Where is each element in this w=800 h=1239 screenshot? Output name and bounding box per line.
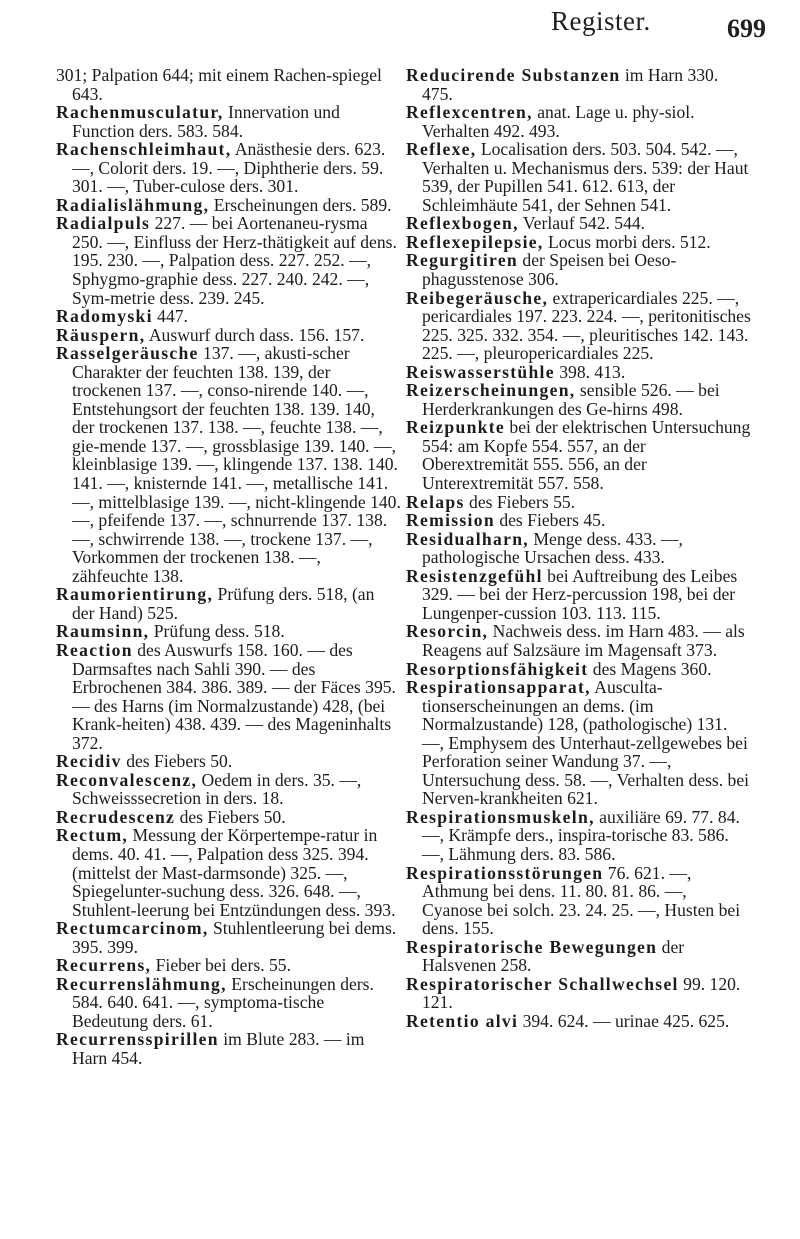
index-entry <box>56 826 401 919</box>
index-entry <box>56 808 401 827</box>
index-term: Raumorientirung, <box>56 584 214 605</box>
index-term: Recurrenslähmung, <box>56 973 227 994</box>
index-entry <box>406 140 751 214</box>
index-entry <box>56 771 401 808</box>
index-term: Recurrensspirillen <box>56 1029 219 1050</box>
index-term: Rachenmusculatur, <box>56 102 224 123</box>
index-entry <box>406 418 751 492</box>
index-entry <box>56 214 401 307</box>
index-term: Respirationsstörungen <box>406 862 604 883</box>
index-entry <box>56 344 401 585</box>
index-entry <box>56 66 401 103</box>
index-term: Reaction <box>56 639 133 660</box>
index-term: Respirationsapparat, <box>406 677 591 698</box>
index-references: des Fiebers 50. <box>175 806 286 827</box>
index-references: des Fiebers 55. <box>464 491 576 512</box>
index-references: Erscheinungen ders. 589. <box>209 194 392 215</box>
index-term: Reflexbogen, <box>406 213 519 234</box>
index-references: Stuhlentleerung bei dems. 395. 399. <box>72 918 397 957</box>
index-entry <box>406 622 751 659</box>
index-term: Reibegeräusche, <box>406 287 549 308</box>
index-entry <box>406 251 751 288</box>
index-entry <box>406 567 751 623</box>
index-term: Reflexe, <box>406 139 477 160</box>
index-entry <box>406 511 751 530</box>
index-term: Radomyski <box>56 306 153 327</box>
index-references: im Blute 283. — im Harn 454. <box>72 1029 365 1068</box>
index-references: Auswurf durch dass. 156. 157. <box>145 324 365 345</box>
index-entry <box>56 103 401 140</box>
index-term: Reconvalescenz, <box>56 769 198 790</box>
index-term: Reflexcentren, <box>406 102 533 123</box>
index-term: Radialislähmung, <box>56 194 210 215</box>
index-term: Respiratorische Bewegungen <box>406 936 658 957</box>
index-entry <box>406 975 751 1012</box>
index-references: des Auswurfs 158. 160. — des Darmsaftes nach Sahli 390. — des Erbrochenen 384. 386. 389. — der Fäces 395. — des Harns (im Normalzustande) 428, (bei Krank-heiten) 438. 439. — des Mageninhalts 372. <box>72 639 396 753</box>
index-term: Retentio alvi <box>406 1010 519 1031</box>
index-references: 398. 413. <box>554 361 626 382</box>
index-references: auxiliäre 69. 77. 84. —, Krämpfe ders., inspira-torische 83. 586. —, Lähmung ders. 83. 586. <box>422 806 740 864</box>
index-term: Reducirende Substanzen <box>406 65 621 85</box>
index-term: Rectumcarcinom, <box>56 918 209 939</box>
index-entry <box>56 196 401 215</box>
index-references: Oedem in ders. 35. —, Schweisssecretion in ders. 18. <box>72 769 362 809</box>
index-term: Radialpuls <box>56 213 151 234</box>
index-references: 394. 624. — urinae 425. 625. <box>518 1010 730 1031</box>
index-entry <box>56 622 401 641</box>
index-references: 99. 120. 121. <box>422 973 741 1013</box>
index-references: Nachweis dess. im Harn 483. — als Reagens auf Salzsäure im Magensaft 373. <box>422 621 745 660</box>
index-entry <box>406 214 751 233</box>
index-term: Relaps <box>406 491 465 512</box>
index-references: 447. <box>152 306 188 327</box>
index-term: Residualharn, <box>406 528 529 549</box>
index-entry <box>406 103 751 140</box>
index-references: Messung der Körpertempe-ratur in dems. 40. 41. —, Palpation dess 325. 394. (mittelst der Mast-darmsonde) 325. —, Spiegelunter-suchung dess. 326. 648. —, Stuhlent-leerung bei Entzündungen dess. 393. <box>72 825 396 920</box>
index-references: im Harn 330. 475. <box>422 65 719 104</box>
index-term: Rachenschleimhaut, <box>56 139 232 160</box>
index-entry <box>406 938 751 975</box>
index-references: 76. 621. —, Athmung bei dens. 11. 80. 81. 86. —, Cyanose bei solch. 23. 24. 25. —, Husten bei dens. 155. <box>422 862 741 939</box>
index-term: Rasselgeräusche <box>56 343 199 364</box>
index-references: Verlauf 542. 544. <box>518 213 646 234</box>
index-references: bei Auftreibung des Leibes 329. — bei der Herz-percussion 198, bei der Lungenper-cussion 103. 113. 115. <box>422 565 738 623</box>
index-term: Rectum, <box>56 825 129 846</box>
index-term: Regurgitiren <box>406 250 519 271</box>
index-term: Remission <box>406 510 495 531</box>
index-references: Ausculta-tionserscheinungen an dems. (im Normalzustande) 128, (pathologische) 131. —, Emphysem des Unterhaut-zellgewebes bei Perforation seiner Wandung 37. —, Untersuchung dess. 58. —, Verhalten dess. bei Nerven-krankheiten 621. <box>422 677 750 809</box>
index-term: Reizerscheinungen, <box>406 380 576 401</box>
index-entry <box>406 530 751 567</box>
index-entry <box>56 956 401 975</box>
page-header <box>0 2 800 50</box>
index-references: des Fiebers 45. <box>494 510 606 531</box>
index-references: 137. —, akusti-scher Charakter der feuchten 138. 139, der trockenen 137. —, conso-nirende 140. —, Entstehungsort der feuchten 138. 139. 140, der trockenen 137. 138. —, feuchte 138. —, gie-mende 137. —, grossblasige 139. 140. —, kleinblasige 139. —, klingende 137. 138. 140. 141. —, knisternde 141. —, metallische 141. —, mittelblasige 139. —, nicht-klingende 140. —, pfeifende 137. —, schnurrende 137. 138. —, schwirrende 138. —, trockene 137. —, Vorkommen der trockenen 138. —, zähfeuchte 138. <box>72 343 401 586</box>
index-entry <box>56 585 401 622</box>
index-references: Erscheinungen ders. 584. 640. 641. —, symptoma-tische Bedeutung ders. 61. <box>72 973 374 1031</box>
index-references: 227. — bei Aortenaneu-rysma 250. —, Einfluss der Herz-thätigkeit auf dens. 195. 230. —, Palpation dess. 227. 252. —, Sphygmo-graphie dess. 227. 240. 242. —, Sym-metrie dess. 239. 245. <box>72 213 397 308</box>
index-references: Prüfung ders. 518, (an der Hand) 525. <box>72 584 375 623</box>
index-entry <box>406 233 751 252</box>
index-term: Recidiv <box>56 751 122 772</box>
index-entry <box>56 1030 401 1067</box>
index-references: des Magens 360. <box>588 658 712 679</box>
index-references: 301; Palpation 644; mit einem Rachen-spiegel 643. <box>56 65 382 104</box>
index-entry <box>406 493 751 512</box>
page-number: 699 <box>727 14 766 43</box>
index-term: Respiratorischer Schallwechsel <box>406 973 679 994</box>
index-entry <box>56 140 401 196</box>
index-references: Innervation und Function ders. 583. 584. <box>72 102 340 141</box>
index-entry <box>406 66 751 103</box>
index-entry <box>406 864 751 938</box>
index-references: der Speisen bei Oeso-phagusstenose 306. <box>422 250 677 290</box>
index-references: Fieber bei ders. 55. <box>151 955 291 976</box>
index-term: Reiswasserstühle <box>406 361 555 382</box>
index-references: des Fiebers 50. <box>121 751 233 772</box>
running-title: Register. <box>551 6 651 36</box>
index-term: Resorptionsfähigkeit <box>406 658 589 679</box>
index-term: Respirationsmuskeln, <box>406 806 595 827</box>
index-references: Prüfung dess. 518. <box>149 621 285 642</box>
index-references: anat. Lage u. phy-siol. Verhalten 492. 493. <box>422 102 695 141</box>
index-term: Resorcin, <box>406 621 489 642</box>
right-column <box>406 66 751 1030</box>
index-entry <box>56 919 401 956</box>
index-entry <box>56 641 401 752</box>
left-column <box>56 66 401 1068</box>
index-entry <box>406 808 751 864</box>
index-references: extrapericardiales 225. —, pericardiales 197. 223. 224. —, peritonitisches 225. 325. 332. 354. —, pleuritisches 142. 143. 225. —, pleuropericardiales 225. <box>422 287 751 364</box>
index-term: Recrudescenz <box>56 806 176 827</box>
index-term: Reflexepilepsie, <box>406 231 544 252</box>
index-entry <box>56 307 401 326</box>
index-references: Locus morbi ders. 512. <box>543 231 711 252</box>
index-entry <box>406 381 751 418</box>
index-entry <box>406 363 751 382</box>
index-term: Reizpunkte <box>406 417 506 438</box>
index-references: Anästhesie ders. 623. —, Colorit ders. 19. —, Diphtherie ders. 59. 301. —, Tuber-culose ders. 301. <box>72 139 386 197</box>
index-entry <box>406 1012 751 1031</box>
index-term: Räuspern, <box>56 324 146 345</box>
index-term: Recurrens, <box>56 955 152 976</box>
index-references: Menge dess. 433. —, pathologische Ursachen dess. 433. <box>422 528 683 568</box>
index-entry <box>406 289 751 363</box>
index-entry <box>56 326 401 345</box>
index-entry <box>56 975 401 1031</box>
index-term: Raumsinn, <box>56 621 150 642</box>
index-references: der Halsvenen 258. <box>422 936 685 976</box>
index-references: sensible 526. — bei Herderkrankungen des Ge-hirns 498. <box>422 380 720 419</box>
index-entry <box>406 660 751 679</box>
index-entry <box>406 678 751 808</box>
index-entry <box>56 752 401 771</box>
index-term: Resistenzgefühl <box>406 565 543 586</box>
index-references: bei der elektrischen Untersuchung 554: am Kopfe 554. 557, an der Oberextremität 555. 556, an der Unterextremität 557. 558. <box>422 417 751 494</box>
index-references: Localisation ders. 503. 504. 542. —, Verhalten u. Mechanismus ders. 539: der Haut 539, der Pupillen 541. 612. 613, der Schleimhäute 541, der Sehnen 541. <box>422 139 749 215</box>
